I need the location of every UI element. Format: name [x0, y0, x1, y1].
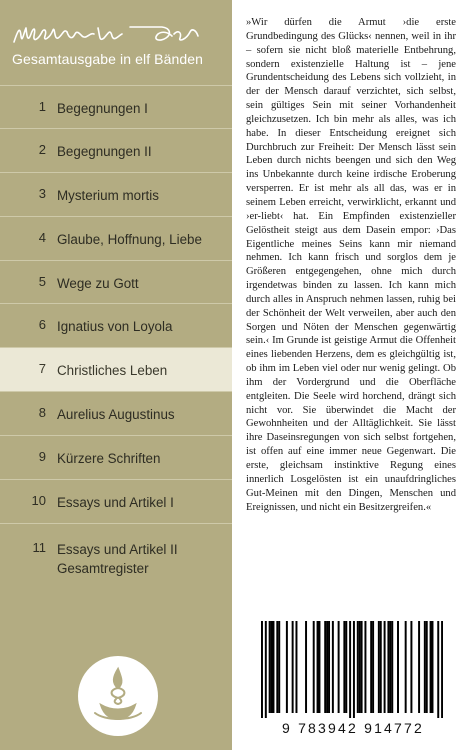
barcode-bar	[269, 621, 271, 713]
volume-title: Mysterium mortis	[57, 187, 159, 203]
barcode-bar	[272, 621, 274, 713]
barcode-bar	[380, 621, 382, 713]
volume-number: 3	[38, 185, 46, 201]
volume-number: 10	[31, 493, 46, 509]
barcode-bar	[292, 621, 294, 713]
barcode-bar	[410, 621, 412, 713]
barcode-bar	[332, 621, 334, 713]
back-cover-quote: »Wir dürfen die Armut ›die erste Grundbedingung des Glücks‹ nennen, weil in ihr – sofern sie nicht bloß materielle Entbehrung, sondern existenzielle Haltung ist – jene Grundentscheidung des Lebens sich vollzieht, in der der Mensch darauf verzichtet, sich selbst, sein gültiges Sein mit seiner Vorhandenheit gleichzusetzen. Ich bin mehr als alles, was ich habe. In dieser Entscheidung ereignet sich Durchbruch zur Freiheit: Der Mensch lässt sein Leben durch nichts beengen und sich den Weg ins Unbekannte durch keine irdische Eroberung versperren. Er ist mehr als all das, was er in seinem Leben erreicht, verwirklicht, erkannt und ›er-liebt‹ hat. Ein Empfinden existenzieller Gelöstheit steigt aus dem Dasein empor: ›Das Eigentliche meines Seins kann mir niemand nehmen. Ich kann frisch und sorglos dem je Größeren entgegengehen, ohne mich durch irgendetwas binden zu lassen. Ich kann mich durch alles in Anspruch nehmen lassen, ruhig bei der Schönheit der Welt verweilen, aber auch den Sorgen und Nöten der Menschen gegenwärtig sein.‹ Im Grunde ist geistige Armut die Offenheit eines liebenden Herzens, dem es gleichgültig ist, ob ihm im Leben viel oder nur wenig gelingt. Ob ihm der Vordergrund und die Oberfläche entgleiten. Die Seele wird horchend, drängt sich nicht vor. Sie überwindet die Macht der Gewohnheiten und der Alltäglichkeit. Sie lässt ihre Daseinsregungen von sich selbst fortgehen, ist offen auf eine immer neue Gegenwart. Die erste, gleichsam instinktive Regung eines innerlich Losgelösten ist ein unaufdringliches Gut-Meinen mit den Dingen, Menschen und Ereignissen, und nicht ein Besitzergreifen.«	[246, 17, 456, 513]
volume-title: Essays und Artikel I	[57, 495, 174, 511]
volume-title: Kürzere Schriften	[57, 451, 161, 467]
barcode-bar	[313, 621, 315, 713]
barcode-bar	[349, 621, 351, 718]
barcode-bar	[295, 621, 297, 713]
barcode-bar	[357, 621, 359, 713]
barcode-bar	[424, 621, 426, 713]
volume-item-2	[0, 129, 232, 173]
volume-title: Begegnungen II	[57, 143, 152, 159]
barcode-bar	[389, 621, 391, 713]
barcode-bar	[426, 621, 428, 713]
volume-title: Wege zu Gott	[57, 275, 139, 291]
barcode-bar	[359, 621, 361, 713]
barcode-bar	[265, 621, 267, 718]
volume-title-line: Essays und Artikel II	[57, 541, 178, 557]
barcode-bar	[418, 621, 420, 713]
barcode-bar	[305, 621, 307, 713]
barcode-bar	[397, 621, 399, 713]
barcode-bar	[441, 621, 443, 718]
volume-item-1	[0, 85, 232, 129]
volume-item-5	[0, 261, 232, 305]
author-signature-icon	[12, 22, 202, 48]
volume-title: Christliches Leben	[57, 363, 168, 379]
volume-item-6	[0, 304, 232, 348]
barcode-bar	[345, 621, 347, 713]
barcode-bar	[338, 621, 340, 713]
barcode-bar	[324, 621, 326, 713]
flame-bowl-logo-icon	[77, 655, 159, 737]
volume-title: Begegnungen I	[57, 101, 148, 116]
volume-number: 7	[38, 361, 46, 377]
volume-title: Ignatius von Loyola	[57, 319, 173, 335]
barcode-bar	[378, 621, 380, 713]
barcode-bar	[391, 621, 393, 713]
volume-sidebar	[0, 0, 232, 750]
barcode-bar	[278, 621, 280, 713]
barcode-bar	[372, 621, 374, 713]
barcode-bar	[326, 621, 328, 713]
volume-item-8	[0, 392, 232, 436]
volume-list	[0, 85, 232, 584]
barcode-bar	[343, 621, 345, 713]
barcode-bar	[271, 621, 273, 713]
barcode-bar	[387, 621, 389, 713]
volume-number: 6	[38, 317, 46, 333]
volume-title: Aurelius Augustinus	[57, 407, 175, 423]
volume-item-4	[0, 217, 232, 261]
barcode-bar	[437, 621, 439, 718]
barcode-bar	[353, 621, 355, 718]
barcode-bar	[261, 621, 263, 718]
ean-barcode-icon	[261, 621, 443, 718]
barcode-bar	[361, 621, 363, 713]
barcode-bar	[328, 621, 330, 713]
series-title: Gesamtausgabe in elf Bänden	[12, 51, 204, 67]
volume-number: 5	[38, 273, 46, 289]
barcode-bar	[405, 621, 407, 713]
volume-item-10	[0, 480, 232, 524]
barcode-bar	[370, 621, 372, 713]
volume-number: 11	[32, 539, 46, 555]
volume-item-7-active	[0, 348, 232, 392]
barcode-bar	[286, 621, 288, 713]
volume-item-9	[0, 436, 232, 480]
volume-item-3	[0, 173, 232, 217]
barcode-bar	[276, 621, 278, 713]
volume-number: 1	[38, 99, 46, 114]
volume-subtitle: Gesamtregister	[57, 560, 149, 576]
barcode-bar	[384, 621, 386, 713]
volume-number: 9	[38, 449, 46, 465]
volume-title: Glaube, Hoffnung, Liebe	[57, 231, 202, 247]
barcode-bar	[364, 621, 366, 713]
volume-item-11	[0, 524, 232, 584]
volume-number: 4	[38, 229, 46, 245]
barcode-bar	[318, 621, 320, 713]
volume-title	[57, 540, 178, 578]
volume-number: 2	[38, 141, 46, 157]
barcode-area	[248, 617, 456, 743]
barcode-bar	[432, 621, 434, 713]
barcode-bar	[430, 621, 432, 713]
volume-number: 8	[38, 405, 46, 421]
isbn-number: 9 783942 914772	[282, 720, 424, 736]
barcode-bar	[317, 621, 319, 713]
